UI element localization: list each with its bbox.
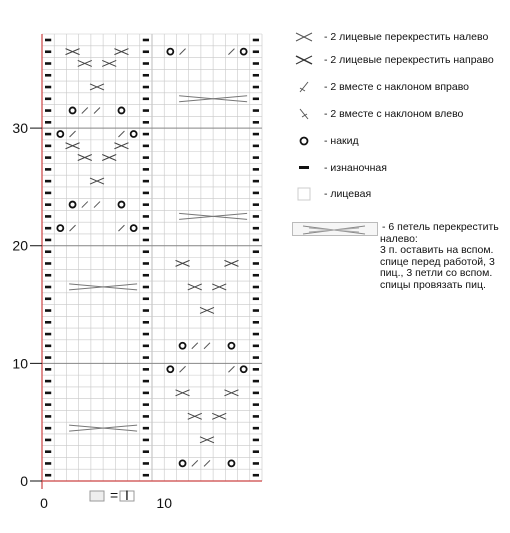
purl-mark (45, 109, 51, 112)
purl-mark (253, 368, 259, 371)
purl-mark (253, 121, 259, 124)
purl-mark (45, 345, 51, 348)
purl-mark (253, 203, 259, 206)
purl-mark (253, 215, 259, 218)
k2tog-left-icon (290, 107, 318, 121)
purl-mark (253, 239, 259, 242)
purl-mark (143, 286, 149, 289)
purl-mark (45, 121, 51, 124)
purl-mark (45, 215, 51, 218)
purl-mark (143, 356, 149, 359)
purl-mark (143, 403, 149, 406)
legend-line: пиц., 3 петли со вспом. (380, 267, 493, 279)
purl-mark (143, 262, 149, 265)
purl-mark (253, 133, 259, 136)
purl-mark (253, 415, 259, 418)
purl-mark (253, 309, 259, 312)
legend-label: - 2 лицевые перекрестить направо (324, 53, 494, 66)
purl-mark (143, 345, 149, 348)
purl-mark (143, 97, 149, 100)
purl-mark (253, 180, 259, 183)
purl-mark (143, 368, 149, 371)
purl-mark (45, 321, 51, 324)
y-tick-label: 30 (12, 120, 28, 137)
purl-mark (253, 321, 259, 324)
legend-item-cross-right (290, 53, 494, 67)
purl-mark (45, 450, 51, 453)
purl-mark (143, 192, 149, 195)
purl-mark (253, 474, 259, 477)
legend-item-yarn-over (290, 134, 359, 148)
purl-mark (143, 474, 149, 477)
legend-label: - 2 лицевые перекрестить налево (324, 30, 489, 43)
purl-mark (45, 286, 51, 289)
purl-mark (143, 227, 149, 230)
cross-left-icon (290, 30, 318, 44)
purl-mark (253, 168, 259, 171)
legend-line: - 6 петель перекрестить (382, 221, 499, 233)
legend-line: спице перед работой, 3 (380, 255, 495, 268)
purl-mark (143, 109, 149, 112)
purl-mark (45, 462, 51, 465)
footer-key-symbol: I (125, 487, 129, 503)
purl-mark (45, 227, 51, 230)
purl-mark (45, 356, 51, 359)
purl-mark (45, 62, 51, 65)
footer-key-eq: = (110, 487, 119, 503)
purl-mark (253, 74, 259, 77)
purl-mark (45, 145, 51, 148)
cable-6-description (382, 222, 502, 291)
purl-mark (45, 168, 51, 171)
purl-mark (45, 427, 51, 430)
purl-mark (253, 97, 259, 100)
purl-mark (253, 274, 259, 277)
purl-mark (253, 50, 259, 53)
legend-label: - лицевая (324, 187, 372, 200)
y-tick-label: 20 (12, 237, 28, 254)
purl-mark (143, 74, 149, 77)
purl-mark (45, 380, 51, 383)
purl-mark (253, 380, 259, 383)
legend-item-knit (290, 187, 371, 201)
legend-line: налево: (380, 232, 418, 245)
purl-mark (143, 121, 149, 124)
purl-mark (45, 262, 51, 265)
purl-mark (45, 392, 51, 395)
purl-mark (143, 133, 149, 136)
cross-right-icon (290, 53, 318, 67)
purl-mark (253, 86, 259, 89)
purl-mark (45, 415, 51, 418)
purl-mark (253, 192, 259, 195)
legend-line: 3 п. оставить на вспом. (380, 244, 494, 256)
cable-6-icon (292, 222, 378, 236)
purl-mark (143, 215, 149, 218)
k2tog-right-icon (290, 80, 318, 94)
purl-mark (45, 50, 51, 53)
legend-label: - 2 вместе с наклоном влево (324, 107, 464, 120)
x-tick-label: 0 (40, 495, 48, 511)
y-tick-label: 10 (12, 355, 28, 372)
purl-mark (143, 450, 149, 453)
legend-line: спицы провязать пиц. (380, 278, 486, 291)
purl-mark (253, 262, 259, 265)
purl-mark (253, 439, 259, 442)
purl-mark (45, 203, 51, 206)
purl-mark (253, 345, 259, 348)
purl-mark (143, 427, 149, 430)
footer-key-box (90, 491, 104, 501)
purl-mark (143, 86, 149, 89)
legend-item-purl (290, 161, 387, 175)
legend-item-k2tog-right (290, 80, 469, 94)
purl-mark (45, 86, 51, 89)
purl-mark (45, 239, 51, 242)
purl-mark (253, 392, 259, 395)
purl-mark (45, 439, 51, 442)
purl-mark (143, 380, 149, 383)
legend-item-k2tog-left (290, 107, 463, 121)
purl-mark (45, 403, 51, 406)
purl-mark (45, 39, 51, 42)
purl-mark (143, 203, 149, 206)
purl-mark (45, 474, 51, 477)
purl-mark (253, 403, 259, 406)
purl-mark (143, 62, 149, 65)
purl-mark (45, 133, 51, 136)
purl-mark (45, 180, 51, 183)
purl-mark (45, 274, 51, 277)
purl-mark (45, 297, 51, 300)
purl-mark (253, 250, 259, 253)
purl-mark (143, 39, 149, 42)
purl-mark (45, 368, 51, 371)
purl-mark (45, 156, 51, 159)
legend-label: - изнаночная (324, 161, 387, 174)
purl-mark (253, 333, 259, 336)
purl-mark (45, 309, 51, 312)
purl-mark (45, 250, 51, 253)
x-tick-label: 10 (156, 495, 173, 511)
purl-mark (45, 97, 51, 100)
purl-mark (143, 309, 149, 312)
purl-mark (143, 250, 149, 253)
purl-mark (143, 145, 149, 148)
purl-mark (253, 297, 259, 300)
purl-mark (253, 145, 259, 148)
purl-mark (253, 462, 259, 465)
legend-label: - накид (324, 134, 359, 147)
purl-mark (143, 50, 149, 53)
purl-mark (253, 427, 259, 430)
purl-mark (45, 192, 51, 195)
purl-mark (253, 39, 259, 42)
purl-mark (143, 274, 149, 277)
purl-mark (253, 286, 259, 289)
purl-mark (253, 109, 259, 112)
purl-mark (45, 74, 51, 77)
purl-mark (253, 62, 259, 65)
yarn-over-icon (290, 134, 318, 148)
y-tick-label: 0 (20, 473, 28, 489)
purl-mark (143, 297, 149, 300)
purl-mark (143, 180, 149, 183)
purl-mark (143, 321, 149, 324)
purl-mark (253, 356, 259, 359)
purl-mark (253, 450, 259, 453)
knit-icon (290, 187, 318, 201)
purl-mark (143, 415, 149, 418)
legend-item-cross-left (290, 30, 488, 44)
purl-mark (253, 156, 259, 159)
purl-mark (143, 392, 149, 395)
purl-mark (143, 168, 149, 171)
purl-mark (143, 239, 149, 242)
purl-mark (143, 333, 149, 336)
purl-mark (143, 462, 149, 465)
purl-mark (143, 156, 149, 159)
purl-mark (253, 227, 259, 230)
legend-label: - 2 вместе с наклоном вправо (324, 80, 470, 93)
purl-mark (143, 439, 149, 442)
purl-icon (290, 161, 318, 175)
purl-mark (45, 333, 51, 336)
